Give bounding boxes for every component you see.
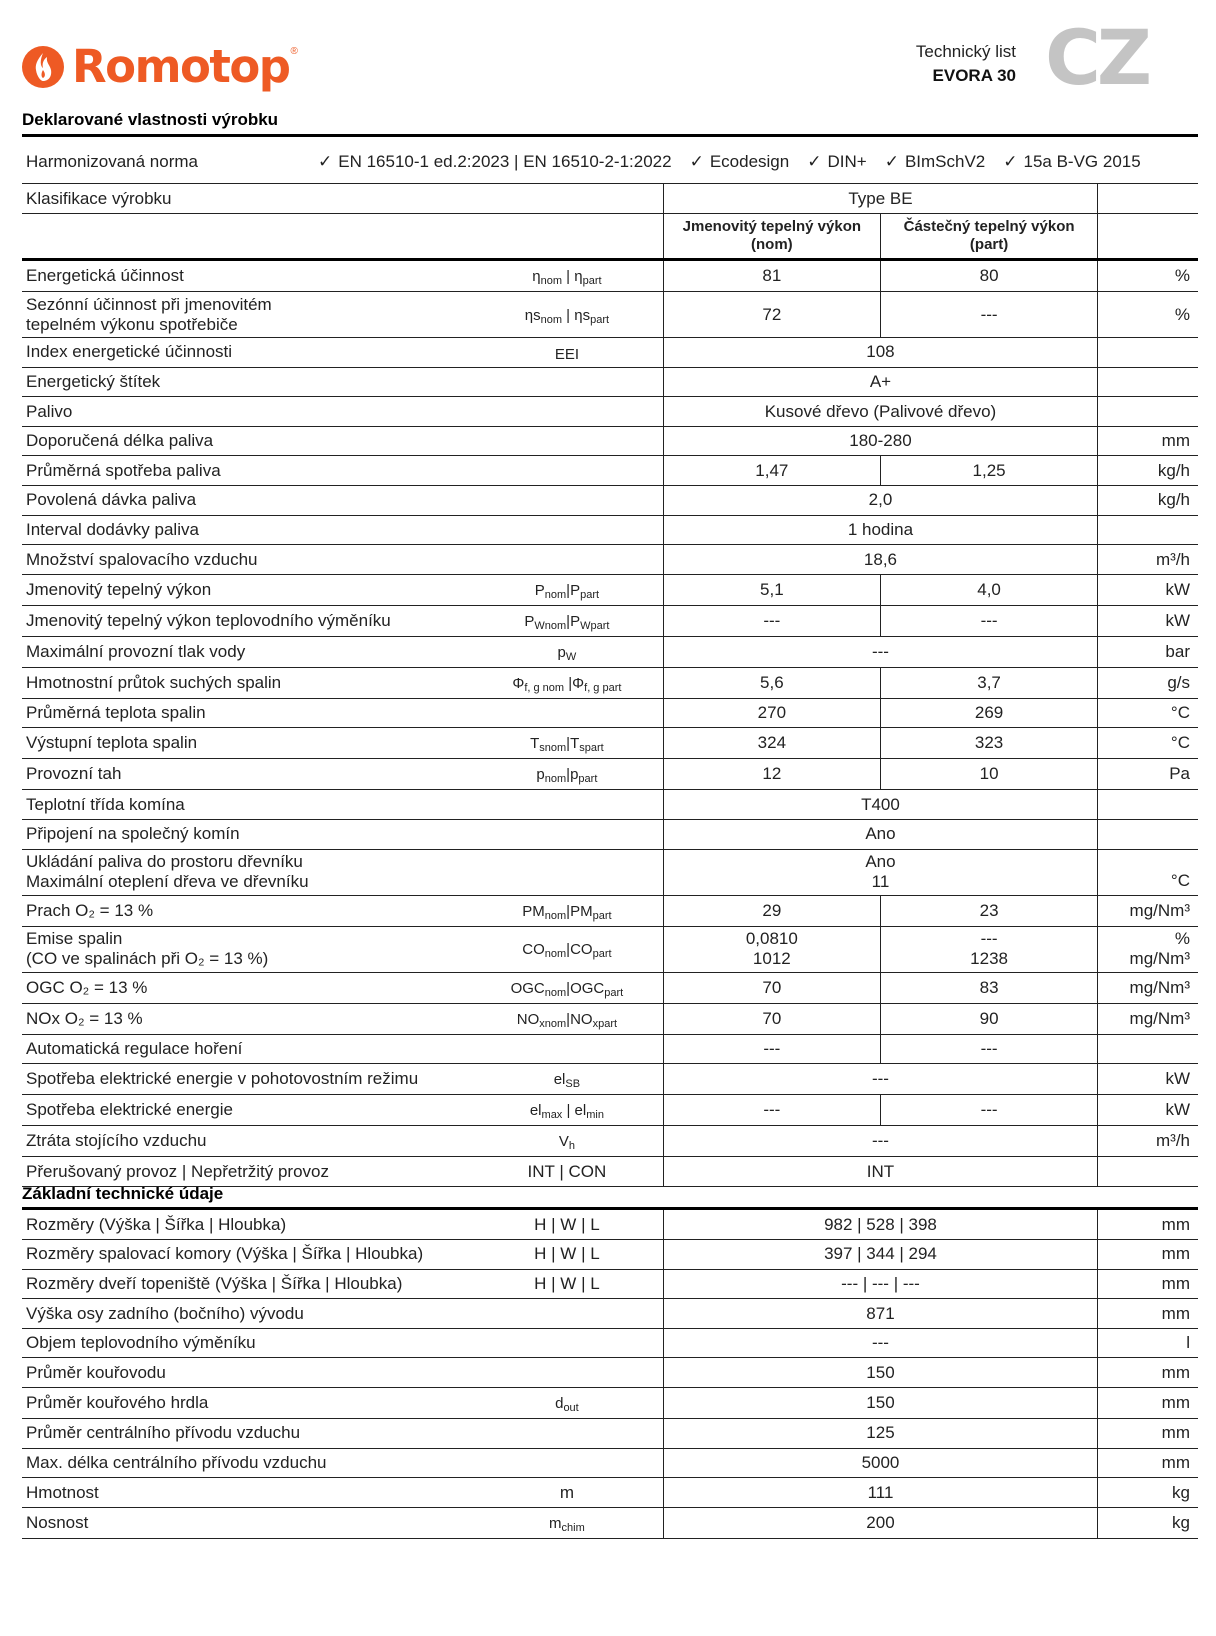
row-unit: °C <box>1098 849 1198 895</box>
table-row <box>22 1240 1198 1270</box>
brand-name: Romotop <box>72 40 290 93</box>
table-row <box>22 759 1198 790</box>
table-row <box>22 1210 1198 1240</box>
table-row <box>22 1507 1198 1538</box>
table-row <box>22 605 1198 636</box>
table-row <box>22 1328 1198 1358</box>
row-unit: % <box>1098 260 1198 292</box>
row-unit <box>1098 1157 1198 1187</box>
check-icon: ✓ <box>807 151 822 171</box>
table-row <box>22 1269 1198 1299</box>
row-unit: mg/Nm³ <box>1098 895 1198 926</box>
value-part: 323 <box>880 728 1097 759</box>
norm-label: Harmonizovaná norma <box>26 151 198 171</box>
row-label: Výška osy zadního (bočního) vývodu <box>22 1299 471 1329</box>
row-unit: g/s <box>1098 667 1198 698</box>
row-label: Rozměry spalovací komory (Výška | Šířka | Hloubka) <box>22 1240 471 1270</box>
value-part: 23 <box>880 895 1097 926</box>
row-value: 2,0 <box>663 486 1097 516</box>
row-unit <box>1098 367 1198 397</box>
value-part: 90 <box>880 1003 1097 1034</box>
brand-logo <box>22 42 298 92</box>
table-row <box>22 698 1198 728</box>
row-unit: °C <box>1098 728 1198 759</box>
row-value: 150 <box>663 1388 1097 1419</box>
row-symbol: H | W | L <box>471 1210 663 1240</box>
row-label: Automatická regulace hoření <box>22 1034 471 1064</box>
row-value: 5000 <box>663 1448 1097 1478</box>
row-unit <box>1098 397 1198 427</box>
table-row <box>22 1064 1198 1095</box>
row-unit: mm <box>1098 426 1198 456</box>
value-part: 10 <box>880 759 1097 790</box>
table-row <box>22 1388 1198 1419</box>
table-row <box>22 926 1198 972</box>
value-nom: 0,0810 1012 <box>663 926 880 972</box>
row-unit: bar <box>1098 636 1198 667</box>
row-symbol: $CO_{nom}|CO_{part}$ <box>471 926 663 972</box>
row-label: Spotřeba elektrické energie v pohotovostním režimu <box>22 1064 471 1095</box>
row-symbol: $\eta s_{nom}$ | $\eta s_{part}$ <box>471 292 663 338</box>
row-unit: m³/h <box>1098 1126 1198 1157</box>
classification-value: Type BE <box>663 184 1097 214</box>
row-value: Ano 11 <box>663 849 1097 895</box>
row-label: Teplotní třída komína <box>22 790 471 820</box>
value-nom: --- <box>663 1034 880 1064</box>
table-row <box>22 1478 1198 1508</box>
row-label: Přerušovaný provoz | Nepřetržitý provoz <box>22 1157 471 1187</box>
row-unit: mg/Nm³ <box>1098 972 1198 1003</box>
flame-icon <box>22 46 64 88</box>
row-unit: kg/h <box>1098 456 1198 486</box>
row-label: NOx O₂ = 13 % <box>22 1003 471 1034</box>
row-label: Energetická účinnost <box>22 260 471 292</box>
value-nom: 270 <box>663 698 880 728</box>
row-symbol: $d_{out}$ <box>471 1388 663 1419</box>
table-row <box>22 426 1198 456</box>
row-unit: % <box>1098 292 1198 338</box>
registered-mark: ® <box>290 46 298 57</box>
value-part: 80 <box>880 260 1097 292</box>
row-value: --- <box>663 636 1097 667</box>
table-row <box>22 1034 1198 1064</box>
row-value: --- <box>663 1328 1097 1358</box>
table-row <box>22 895 1198 926</box>
row-value: 111 <box>663 1478 1097 1508</box>
table-row <box>22 338 1198 368</box>
row-symbol: $P_{Wnom}|P_{Wpart}$ <box>471 605 663 636</box>
row-symbol: $PM_{nom}|PM_{part}$ <box>471 895 663 926</box>
row-unit: Pa <box>1098 759 1198 790</box>
check-icon: ✓ <box>318 151 333 171</box>
row-label: Max. délka centrálního přívodu vzduchu <box>22 1448 471 1478</box>
table-row <box>22 972 1198 1003</box>
value-part: 3,7 <box>880 667 1097 698</box>
value-part: --- <box>880 292 1097 338</box>
row-value: 150 <box>663 1358 1097 1388</box>
check-icon: ✓ <box>689 151 704 171</box>
row-label: Palivo <box>22 397 471 427</box>
row-unit: mm <box>1098 1240 1198 1270</box>
norm-item: ✓ 15a B-VG 2015 <box>1003 151 1141 171</box>
row-label: Objem teplovodního výměníku <box>22 1328 471 1358</box>
value-part: --- <box>880 605 1097 636</box>
row-label: Průměrná teplota spalin <box>22 698 471 728</box>
row-symbol: H | W | L <box>471 1269 663 1299</box>
row-unit: l <box>1098 1328 1198 1358</box>
norm-item: ✓ Ecodesign <box>689 151 790 171</box>
row-unit: kW <box>1098 605 1198 636</box>
row-label: Ztráta stojícího vzduchu <box>22 1126 471 1157</box>
table-row <box>22 260 1198 292</box>
row-symbol: $T_{snom}|T_{spart}$ <box>471 728 663 759</box>
check-icon: ✓ <box>1003 151 1018 171</box>
row-value: 18,6 <box>663 545 1097 575</box>
table-row <box>22 367 1198 397</box>
row-label: OGC O₂ = 13 % <box>22 972 471 1003</box>
row-value: 397 | 344 | 294 <box>663 1240 1097 1270</box>
value-nom: 324 <box>663 728 880 759</box>
norm-item: ✓ EN 16510-1 ed.2:2023 | EN 16510-2-1:2022 <box>318 151 672 171</box>
table-row <box>22 456 1198 486</box>
row-value: --- | --- | --- <box>663 1269 1097 1299</box>
row-value: 125 <box>663 1419 1097 1449</box>
row-value: 871 <box>663 1299 1097 1329</box>
row-value: --- <box>663 1126 1097 1157</box>
row-symbol: $OGC_{nom}|OGC_{part}$ <box>471 972 663 1003</box>
row-value: 982 | 528 | 398 <box>663 1210 1097 1240</box>
value-nom: 1,47 <box>663 456 880 486</box>
column-header-row <box>22 214 1198 260</box>
row-unit: mm <box>1098 1388 1198 1419</box>
row-value: 200 <box>663 1507 1097 1538</box>
document-meta <box>916 40 1016 88</box>
section-divider <box>22 134 1198 137</box>
row-label: Index energetické účinnosti <box>22 338 471 368</box>
row-unit <box>1098 1034 1198 1064</box>
section-title-declared-properties: Deklarované vlastnosti výrobku <box>22 110 279 129</box>
value-nom: --- <box>663 1095 880 1126</box>
table-row <box>22 486 1198 516</box>
row-label: Průměr kouřového hrdla <box>22 1388 471 1419</box>
row-unit: mg/Nm³ <box>1098 1003 1198 1034</box>
row-value: A+ <box>663 367 1097 397</box>
row-unit: kW <box>1098 1095 1198 1126</box>
norm-item: ✓ DIN+ <box>807 151 867 171</box>
row-unit <box>1098 338 1198 368</box>
row-unit: mm <box>1098 1448 1198 1478</box>
row-unit: % mg/Nm³ <box>1098 926 1198 972</box>
value-part: --- 1238 <box>880 926 1097 972</box>
row-symbol: H | W | L <box>471 1240 663 1270</box>
row-label: Provozní tah <box>22 759 471 790</box>
row-label: Doporučená délka paliva <box>22 426 471 456</box>
row-label: Povolená dávka paliva <box>22 486 471 516</box>
value-part: 83 <box>880 972 1097 1003</box>
value-part: 1,25 <box>880 456 1097 486</box>
row-value: Kusové dřevo (Palivové dřevo) <box>663 397 1097 427</box>
row-label: Hmotnostní průtok suchých spalin <box>22 667 471 698</box>
table-row <box>22 1003 1198 1034</box>
row-value: Ano <box>663 820 1097 850</box>
check-icon: ✓ <box>884 151 899 171</box>
row-label: Interval dodávky paliva <box>22 515 471 545</box>
row-value: 1 hodina <box>663 515 1097 545</box>
value-nom: 5,1 <box>663 574 880 605</box>
table-row <box>22 1126 1198 1157</box>
row-label: Rozměry (Výška | Šířka | Hloubka) <box>22 1210 471 1240</box>
row-label: Nosnost <box>22 1507 471 1538</box>
row-value: T400 <box>663 790 1097 820</box>
table-row <box>22 515 1198 545</box>
row-unit: kW <box>1098 574 1198 605</box>
table-row <box>22 1419 1198 1449</box>
row-label: Připojení na společný komín <box>22 820 471 850</box>
row-unit: mm <box>1098 1269 1198 1299</box>
row-unit <box>1098 790 1198 820</box>
row-label: Průměr kouřovodu <box>22 1358 471 1388</box>
row-label: Průměrná spotřeba paliva <box>22 456 471 486</box>
table-row <box>22 790 1198 820</box>
value-nom: --- <box>663 605 880 636</box>
row-symbol: $el_{max}$ | $el_{min}$ <box>471 1095 663 1126</box>
row-symbol: $m_{chim}$ <box>471 1507 663 1538</box>
row-symbol: m <box>471 1478 663 1508</box>
row-label: Rozměry dveří topeniště (Výška | Šířka | Hloubka) <box>22 1269 471 1299</box>
row-label: Energetický štítek <box>22 367 471 397</box>
row-unit: kg/h <box>1098 486 1198 516</box>
row-label: Jmenovitý tepelný výkon <box>22 574 471 605</box>
table-row <box>22 184 1198 214</box>
page-header <box>0 0 1216 118</box>
row-unit: °C <box>1098 698 1198 728</box>
table-row <box>22 1095 1198 1126</box>
value-nom: 70 <box>663 1003 880 1034</box>
column-header-nom: Jmenovitý tepelný výkon (nom) <box>663 214 880 260</box>
product-model: EVORA 30 <box>932 66 1016 85</box>
row-label: Maximální provozní tlak vody <box>22 636 471 667</box>
basic-technical-data-table <box>22 1210 1198 1539</box>
row-symbol: $\Phi_{f, g nom}$ $|\Phi_{f, g part}$ <box>471 667 663 698</box>
row-value: 180-280 <box>663 426 1097 456</box>
table-row <box>22 667 1198 698</box>
row-symbol: $p_{nom}|p_{part}$ <box>471 759 663 790</box>
row-unit: mm <box>1098 1358 1198 1388</box>
row-label: Klasifikace výrobku <box>22 184 471 214</box>
row-unit: mm <box>1098 1299 1198 1329</box>
table-row <box>22 1358 1198 1388</box>
table-row <box>22 820 1198 850</box>
table-row <box>22 1448 1198 1478</box>
table-row <box>22 1157 1198 1187</box>
language-badge: CZ <box>1045 13 1148 102</box>
row-value: INT <box>663 1157 1097 1187</box>
column-header-part: Částečný tepelný výkon (part) <box>880 214 1097 260</box>
table-row <box>22 849 1198 895</box>
row-label: Jmenovitý tepelný výkon teplovodního výměníku <box>22 605 471 636</box>
row-symbol: INT | CON <box>471 1157 663 1187</box>
row-label: Průměr centrálního přívodu vzduchu <box>22 1419 471 1449</box>
row-unit: kW <box>1098 1064 1198 1095</box>
value-nom: 29 <box>663 895 880 926</box>
norm-item: ✓ BImSchV2 <box>884 151 986 171</box>
row-symbol: $el_{SB}$ <box>471 1064 663 1095</box>
row-unit: m³/h <box>1098 545 1198 575</box>
row-symbol: $\eta_{nom}$ | $\eta_{part}$ <box>471 260 663 292</box>
document-type: Technický list <box>915 42 1016 61</box>
value-part: 4,0 <box>880 574 1097 605</box>
value-nom: 70 <box>663 972 880 1003</box>
value-nom: 81 <box>663 260 880 292</box>
row-unit: kg <box>1098 1507 1198 1538</box>
row-label: Hmotnost <box>22 1478 471 1508</box>
row-unit: kg <box>1098 1478 1198 1508</box>
table-row <box>22 574 1198 605</box>
declared-properties-table <box>22 184 1198 1187</box>
row-value: 108 <box>663 338 1097 368</box>
table-row <box>22 636 1198 667</box>
row-unit <box>1098 515 1198 545</box>
table-row <box>22 1299 1198 1329</box>
row-symbol: $p_W$ <box>471 636 663 667</box>
row-value: --- <box>663 1064 1097 1095</box>
row-label: Spotřeba elektrické energie <box>22 1095 471 1126</box>
row-unit <box>1098 820 1198 850</box>
row-label: Emise spalin (CO ve spalinách při O₂ = 13 %) <box>22 926 471 972</box>
value-part: 269 <box>880 698 1097 728</box>
harmonized-standards-row <box>22 140 1198 184</box>
row-symbol: $NO_{xnom}|NO_{xpart}$ <box>471 1003 663 1034</box>
value-part: --- <box>880 1095 1097 1126</box>
table-row <box>22 545 1198 575</box>
section-title-basic-technical-data: Základní technické údaje <box>22 1184 224 1203</box>
row-label: Prach O₂ = 13 % <box>22 895 471 926</box>
row-label: Výstupní teplota spalin <box>22 728 471 759</box>
row-symbol: EEI <box>471 338 663 368</box>
value-part: --- <box>880 1034 1097 1064</box>
table-row <box>22 728 1198 759</box>
table-row <box>22 397 1198 427</box>
row-symbol: $P_{nom}|P_{part}$ <box>471 574 663 605</box>
value-nom: 72 <box>663 292 880 338</box>
row-label: Množství spalovacího vzduchu <box>22 545 471 575</box>
row-label: Sezónní účinnost při jmenovitém tepelném výkonu spotřebiče <box>22 292 471 338</box>
row-label: Ukládání paliva do prostoru dřevníku Maximální oteplení dřeva ve dřevníku <box>22 849 471 895</box>
table-row <box>22 292 1198 338</box>
row-unit: mm <box>1098 1419 1198 1449</box>
value-nom: 12 <box>663 759 880 790</box>
row-symbol: $V_h$ <box>471 1126 663 1157</box>
value-nom: 5,6 <box>663 667 880 698</box>
row-unit: mm <box>1098 1210 1198 1240</box>
